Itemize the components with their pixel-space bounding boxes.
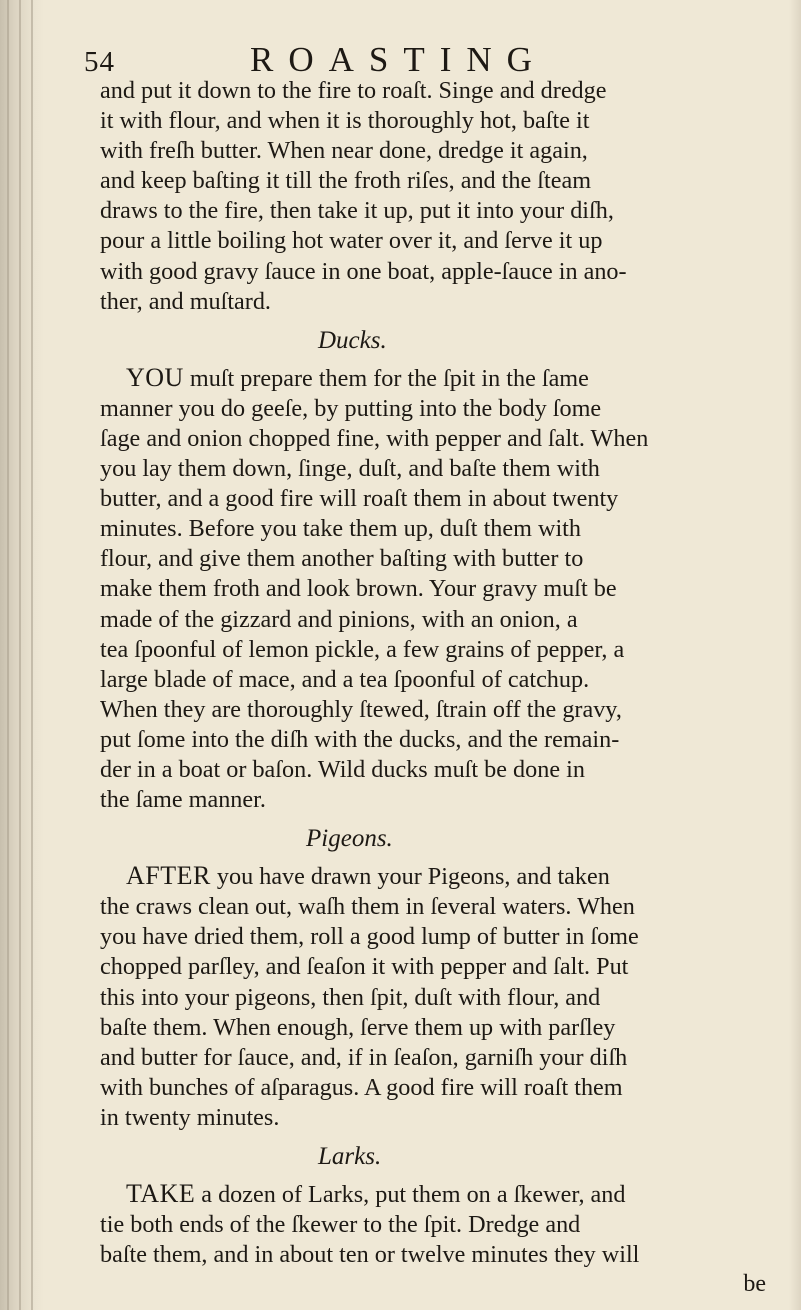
paragraph-larks [84,1179,774,1270]
running-title: ROASTING [250,40,547,79]
section-title-ducks: Ducks. [318,326,387,354]
binding-rule [7,0,9,1310]
paragraph-ducks [84,363,774,815]
section-lead-word: TAKE [126,1179,196,1208]
paragraph-pigeons [84,861,774,1133]
paragraph-intro: and put it down to the fire to roaſt. Singe and dredge it with flour, and when it is thoroughly hot, baſte it with freſh butter. When near done, dredge it again, and keep baſting it till the froth riſes, and the ſteam draws to the fire, then take it up, put it into your diſh, pour a little boiling hot water over it, and ſerve it up with good gravy ſauce in one boat, apple-ſauce in ano- ther, and muſtard. [100,77,627,315]
section-title-pigeons: Pigeons. [306,825,393,853]
binding-rule [31,0,33,1310]
section-lead-word: YOU [126,362,184,392]
page-number: 54 [84,46,115,78]
paragraph-text: a dozen of Larks, put them on a ſkewer, and tie both ends of the ſkewer to the ſpit. Dredge and baſte them, and in about ten or twelve minutes they will [100,1181,640,1269]
book-page [84,26,774,1298]
running-head [84,26,774,79]
page-edge [789,0,801,1310]
section-lead-word: AFTER [126,861,211,891]
paragraph-text: you have drawn your Pigeons, and taken the craws clean out, waſh them in ſeveral waters. When you have dried them, roll a good lump of butter in ſome chopped parſley, and ſeaſon it with pepper and ſalt. Put this into your pigeons, then ſpit, duſt with flour, and baſte them. When enough, ſerve them up with parſley and butter for ſauce, and, if in ſeaſon, garniſh your diſh with bunches of aſparagus. A good fire will roaſt them in twenty minutes. [100,863,639,1131]
paragraph-text: muſt prepare them for the ſpit in the ſame manner you do geeſe, by putting into the body ſome ſage and onion chopped fine, with pepper and ſalt. When you lay them down, ſinge, duſt, and baſte them with butter, and a good fire will roaſt them in about twenty minutes. Before you take them up, duſt them with flour, and give them another baſting with butter to make them froth and look brown. Your gravy muſt be made of the gizzard and pinions, with an onion, a tea ſpoonful of lemon pickle, a few grains of pepper, a large blade of mace, and a tea ſpoonful of catchup. When they are thoroughly ſtewed, ſtrain off the gravy, put ſome into the diſh with the ducks, and the remain- der in a boat or baſon. Wild ducks muſt be done in the ſame manner. [100,364,649,814]
binding-rule [19,0,21,1310]
catchword: be [743,1271,766,1298]
section-title-larks: Larks. [318,1143,382,1170]
